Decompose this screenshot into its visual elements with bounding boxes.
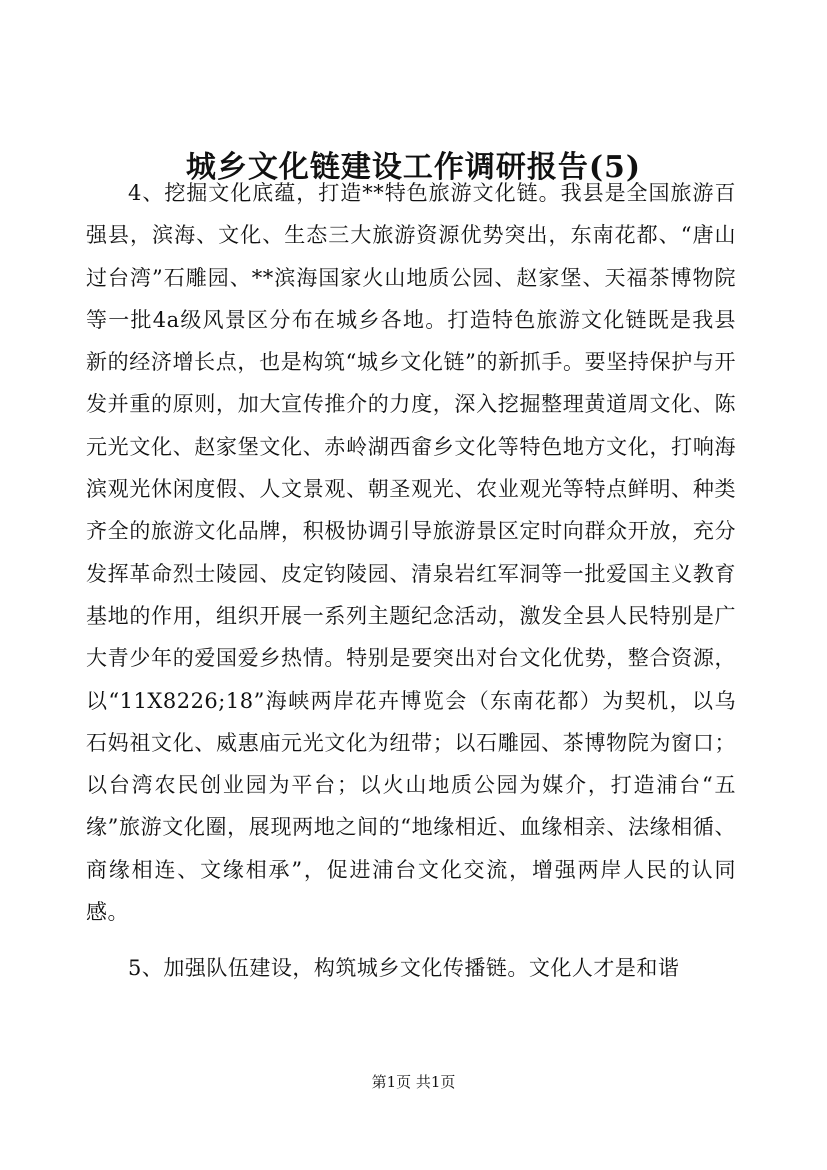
paragraph: 5、加强队伍建设，构筑城乡文化传播链。文化人才是和谐	[128, 956, 680, 981]
document-title: 城乡文化链建设工作调研报告(5)	[185, 150, 642, 185]
paragraph: 4、挖掘文化底蕴，打造**特色旅游文化链。我县是全国旅游百强县，滨海、文化、生态三大旅游资源优势突出，东南花都、“唐山过台湾”石雕园、**滨海国家火山地质公园、赵家堡、天福茶博物院等一批4a级风景区分布在城乡各地。打造特色旅游文化链既是我县新的经济增长点，也是构筑“城乡文化链”的新抓手。要坚持保护与开发并重的原则，加大宣传推介的力度，深入挖掘整理黄道周文化、陈元光文化、赵家堡文化、赤岭湖西畲乡文化等特色地方文化，打响海滨观光休闲度假、人文景观、朝圣观光、农业观光等特点鲜明、种类齐全的旅游文化品牌，积极协调引导旅游景区定时向群众开放，充分发挥革命烈士陵园、皮定钧陵园、清泉岩红军洞等一批爱国主义教育基地的作用，组织开展一系列主题纪念活动，激发全县人民特别是广大青少年的爱国爱乡热情。特别是要突出对台文化优势，整合资源，以“11X8226;18”海峡两岸花卉博览会（东南花都）为契机，以乌石妈祖文化、威惠庙元光文化为纽带；以石雕园、茶博物院为窗口；以台湾农民创业园为平台；以火山地质公园为媒介，打造浦台“五缘”旅游文化圈，展现两地之间的“地缘相近、血缘相亲、法缘相循、商缘相连、文缘相承”，促进浦台文化交流，增强两岸人民的认同感。	[86, 181, 736, 925]
document-body	[86, 172, 736, 990]
page-footer: 第1页 共1页	[371, 1073, 456, 1091]
